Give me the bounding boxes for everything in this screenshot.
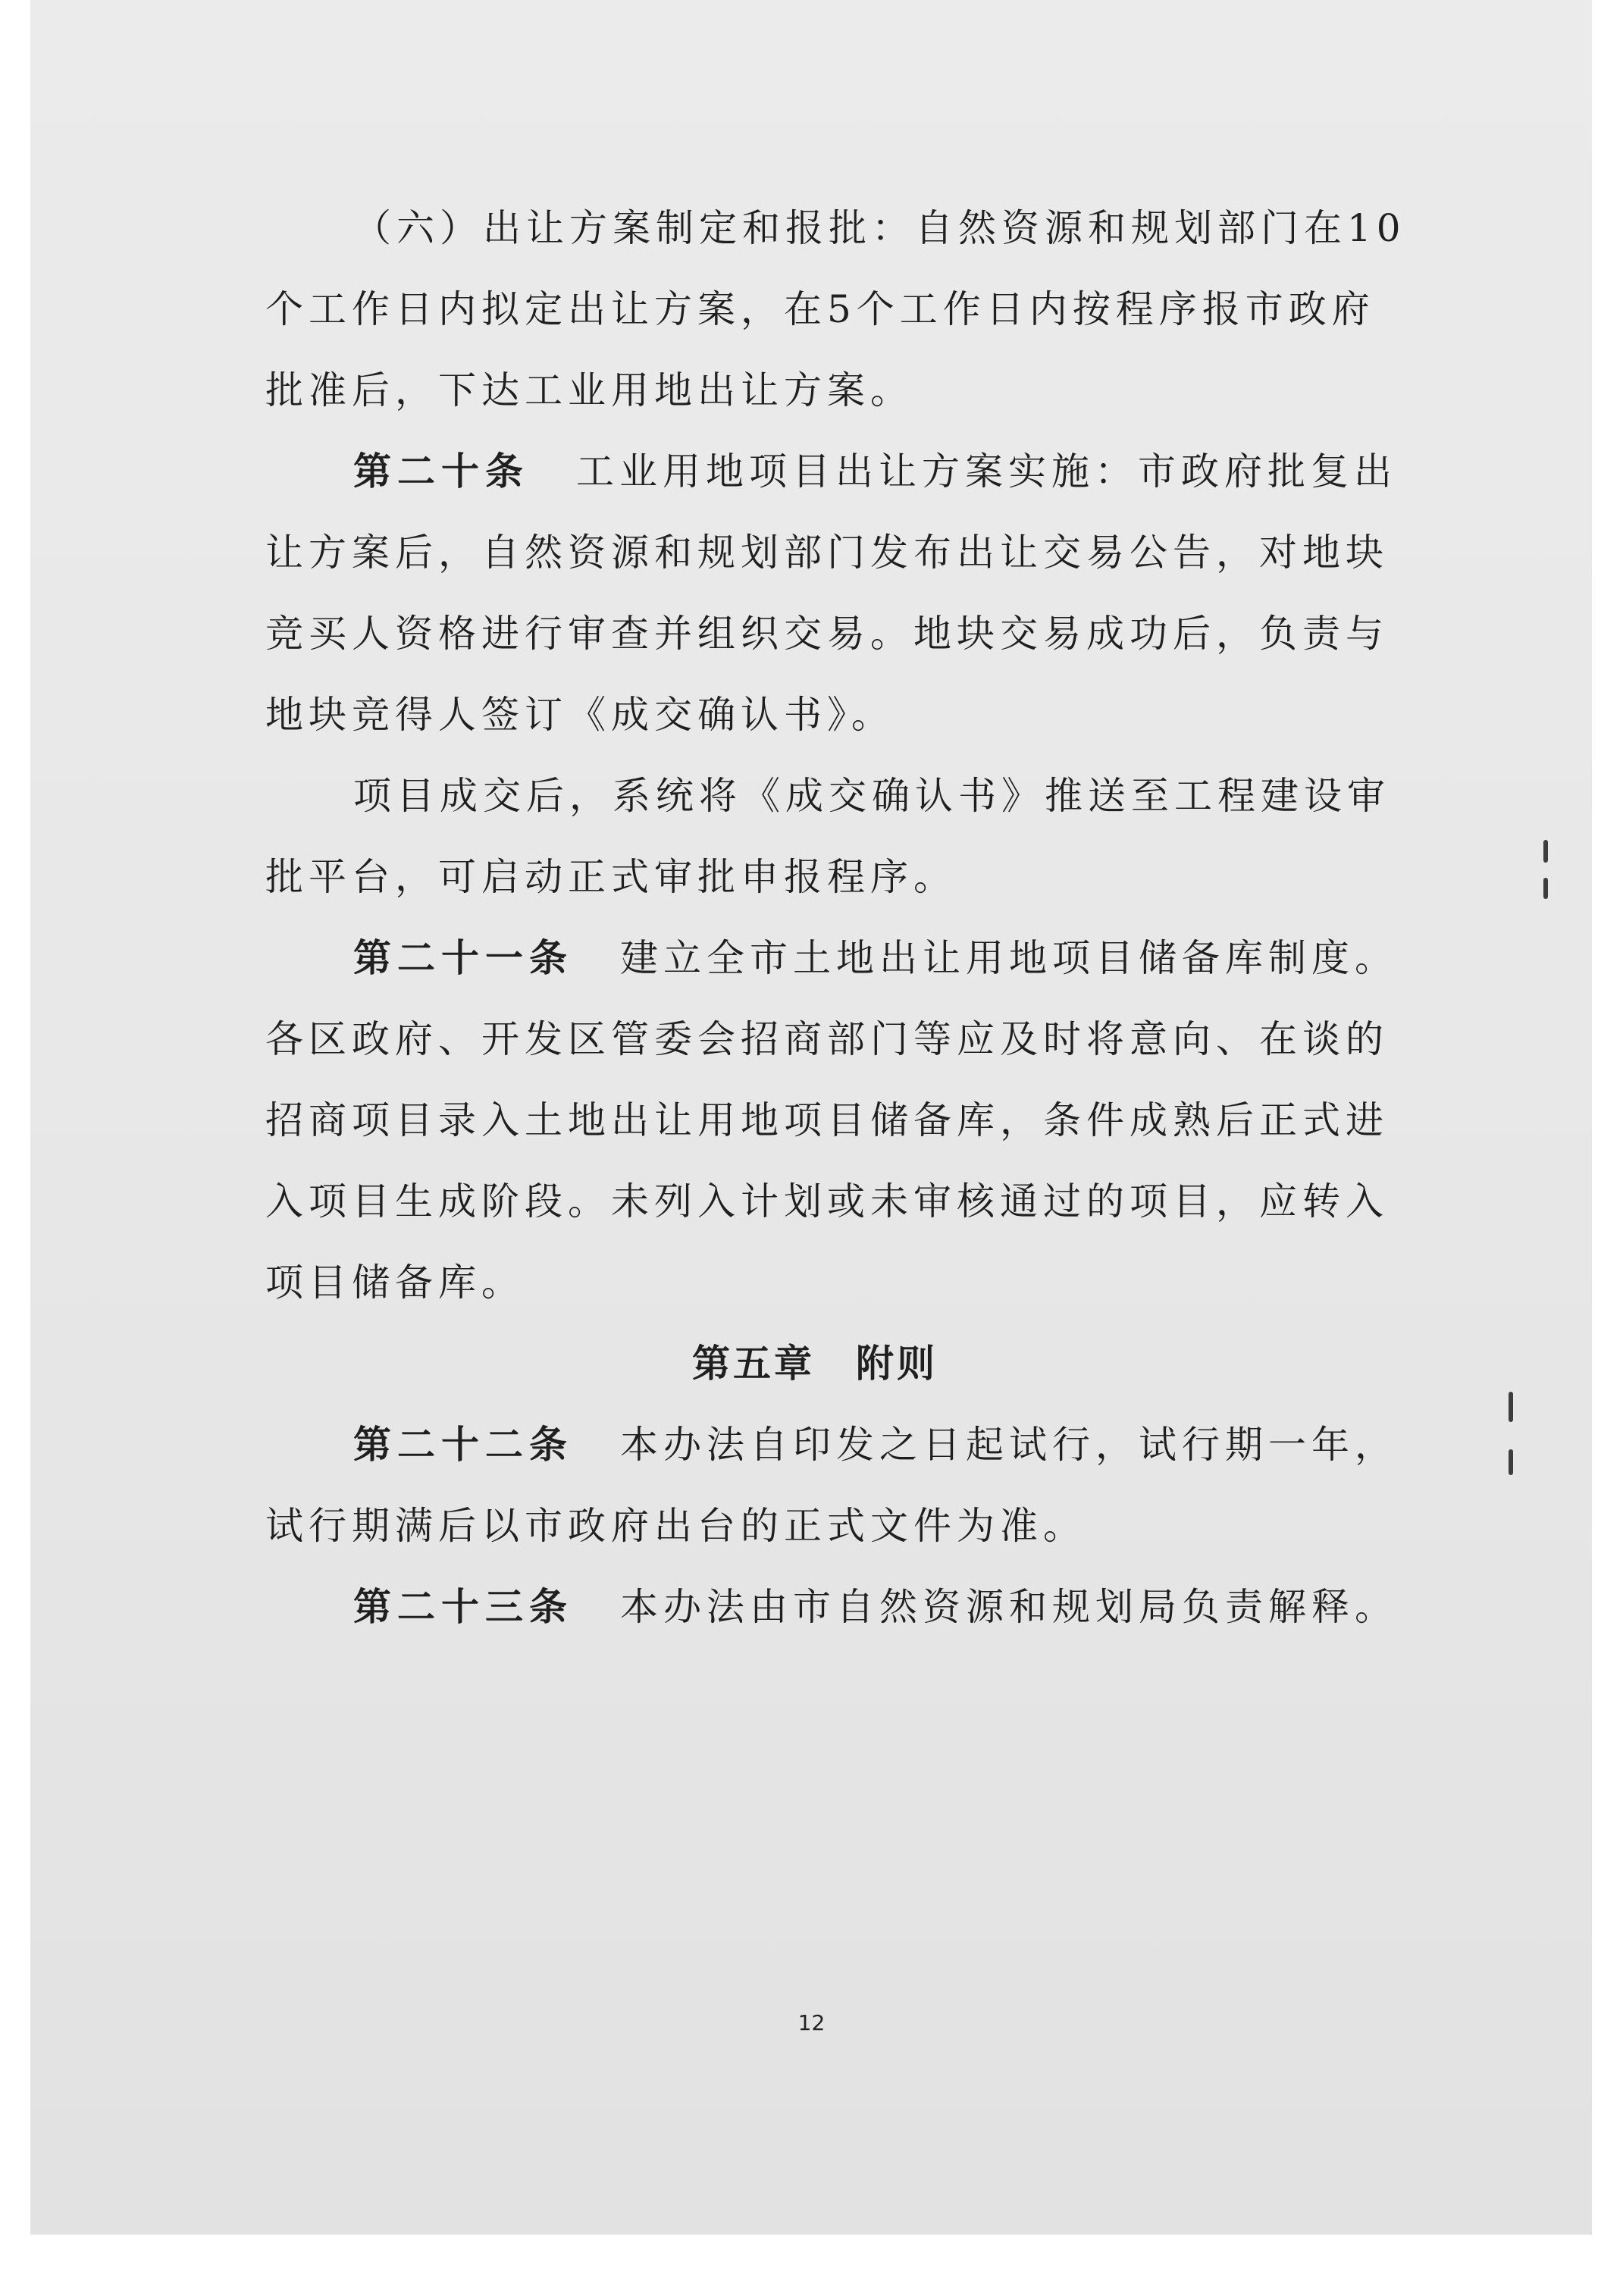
text-line bbox=[265, 999, 1389, 1080]
text-line bbox=[265, 918, 1398, 999]
staple-mark bbox=[1509, 1392, 1513, 1422]
text-line bbox=[265, 594, 1389, 675]
staple-mark bbox=[1509, 1449, 1513, 1475]
text-line bbox=[265, 1161, 1389, 1242]
page-number: 12 bbox=[797, 2010, 826, 2035]
article-heading: 第二十条 bbox=[353, 449, 529, 493]
chapter-heading: 第五章 附则 bbox=[692, 1342, 938, 1386]
article-heading: 第二十一条 bbox=[353, 936, 573, 980]
text-line bbox=[265, 269, 1375, 350]
line-text: 各区政府、开发区管委会招商部门等应及时将意向、在谈的 bbox=[265, 1017, 1389, 1061]
line-text: 批平台，可启动正式审批申报程序。 bbox=[265, 855, 957, 899]
text-line bbox=[265, 756, 1390, 837]
text-line bbox=[265, 1242, 1365, 1323]
line-text: （六）出让方案制定和报批：自然资源和规划部门在10 bbox=[353, 206, 1406, 250]
line-text: 招商项目录入土地出让用地项目储备库，条件成熟后正式进 bbox=[265, 1098, 1389, 1142]
line-text: 本办法自印发之日起试行，试行期一年， bbox=[620, 1423, 1398, 1467]
line-text: 本办法由市自然资源和规划局负责解释。 bbox=[620, 1585, 1398, 1629]
text-line bbox=[265, 1486, 1365, 1567]
text-line bbox=[265, 512, 1389, 594]
text-line bbox=[265, 431, 1397, 512]
line-text: 工业用地项目出让方案实施：市政府批复出 bbox=[576, 449, 1397, 493]
text-line bbox=[265, 1405, 1398, 1486]
line-text: 项目成交后，系统将《成交确认书》推送至工程建设审 bbox=[353, 774, 1390, 818]
text-line bbox=[265, 350, 1365, 431]
line-text: 让方案后，自然资源和规划部门发布出让交易公告，对地块 bbox=[265, 531, 1389, 575]
document-body bbox=[265, 188, 1406, 1648]
staple-mark bbox=[1543, 840, 1548, 863]
article-heading: 第二十二条 bbox=[353, 1423, 573, 1467]
line-text: 地块竞得人签订《成交确认书》。 bbox=[265, 693, 895, 737]
line-text: 入项目生成阶段。未列入计划或未审核通过的项目，应转入 bbox=[265, 1179, 1389, 1223]
line-text: 试行期满后以市政府出台的正式文件为准。 bbox=[265, 1504, 1086, 1548]
text-line bbox=[265, 675, 1365, 756]
staple-mark bbox=[1543, 878, 1548, 899]
text-line bbox=[265, 1080, 1389, 1161]
line-text: 项目储备库。 bbox=[265, 1261, 525, 1305]
line-text: 批准后，下达工业用地出让方案。 bbox=[265, 368, 913, 412]
text-line bbox=[265, 188, 1406, 269]
line-text: 建立全市土地出让用地项目储备库制度。 bbox=[620, 936, 1398, 980]
line-text: 个工作日内拟定出让方案，在5个工作日内按程序报市政府 bbox=[265, 287, 1375, 331]
article-heading: 第二十三条 bbox=[353, 1585, 573, 1629]
line-text: 竞买人资格进行审查并组织交易。地块交易成功后，负责与 bbox=[265, 612, 1389, 656]
text-line bbox=[265, 837, 1365, 918]
text-line bbox=[265, 1567, 1398, 1648]
